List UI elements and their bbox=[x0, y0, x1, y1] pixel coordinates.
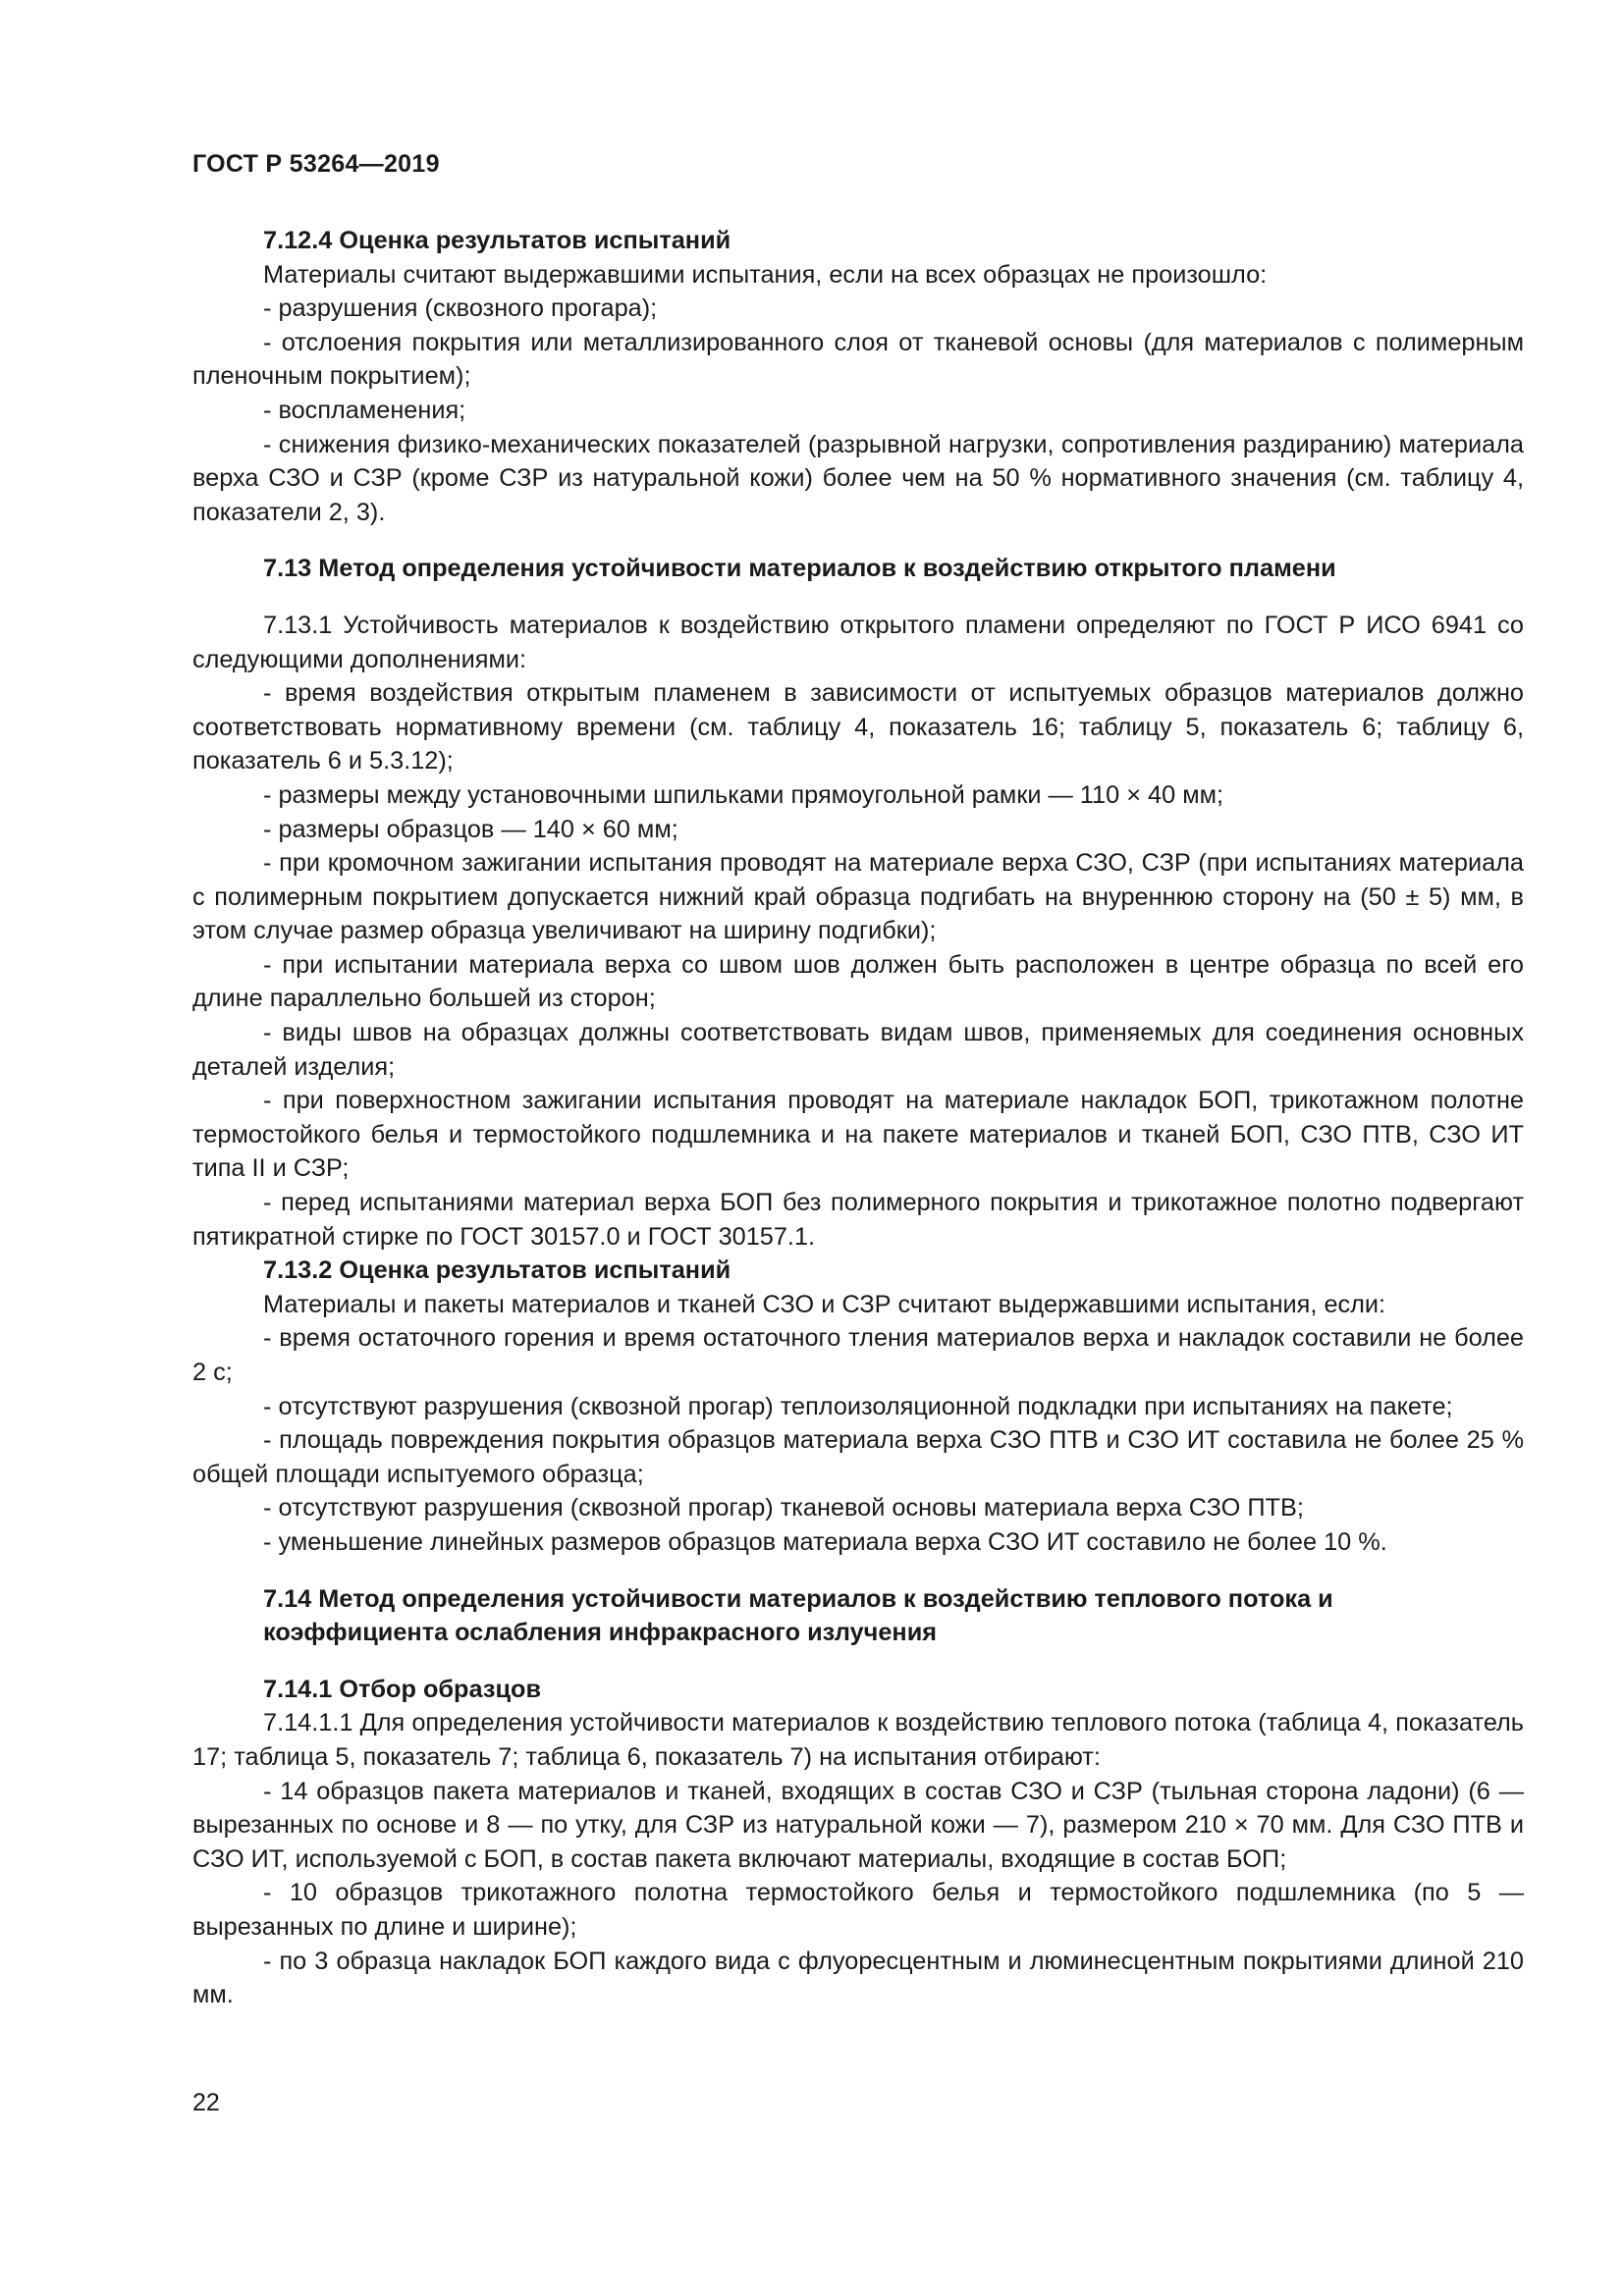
paragraph: - отсутствуют разрушения (сквозной прогар) тканевой основы материала верха СЗО ПТВ; bbox=[263, 1494, 1304, 1522]
paragraph: - время воздействия открытым пламенем в зависимости от испытуемых образцов материалов должно соответствовать нормативному времени (см. таблицу 4, показатель 16; таблицу 5, показатель 6; таблицу 6, показатель 6 и 5.3.12); bbox=[192, 679, 1524, 775]
paragraph: - при испытании материала верха со швом шов должен быть расположен в центре образца по всей его длине параллельно большей из сторон; bbox=[192, 950, 1524, 1013]
paragraph: 7.13.1 Устойчивость материалов к воздействию открытого пламени определяют по ГОСТ Р ИСО 6941 со следующими дополнениями: bbox=[192, 611, 1524, 673]
paragraph: - площадь повреждения покрытия образцов материала верха СЗО ПТВ и СЗО ИТ составила не более 25 % общей площади испытуемого образца; bbox=[192, 1426, 1524, 1488]
paragraph: - время остаточного горения и время остаточного тления материалов верха и накладок составили не более 2 с; bbox=[192, 1324, 1524, 1386]
paragraph: - 10 образцов трикотажного полотна термостойкого белья и термостойкого подшлемника (по 5 — вырезанных по длине и ширине); bbox=[192, 1879, 1524, 1941]
paragraph: - размеры образцов — 140 × 60 мм; bbox=[263, 815, 678, 843]
paragraph: - размеры между установочными шпильками прямоугольной рамки — 110 × 40 мм; bbox=[263, 780, 1224, 809]
paragraph: Материалы считают выдержавшими испытания, если на всех образцах не произошло: bbox=[263, 260, 1268, 289]
page-number: 22 bbox=[192, 2089, 220, 2116]
paragraph: - по 3 образца накладок БОП каждого вида с флуоресцентным и люминесцентным покрытиями длиной 210 мм. bbox=[192, 1947, 1524, 2009]
section-heading: 7.14.1 Отбор образцов bbox=[263, 1675, 542, 1703]
section-heading: 7.13 Метод определения устойчивости материалов к воздействию открытого пламени bbox=[263, 555, 1336, 583]
paragraph: - воспламенения; bbox=[263, 396, 466, 424]
paragraph: Материалы и пакеты материалов и тканей СЗО и СЗР считают выдержавшими испытания, если: bbox=[263, 1290, 1386, 1318]
paragraph: - снижения физико-механических показателей (разрывной нагрузки, сопротивления раздиранию) материала верха СЗО и СЗР (кроме СЗР из натуральной кожи) более чем на 50 % нормативного значения (см. таблицу 4, показатели 2, 3). bbox=[192, 430, 1524, 526]
section-heading: 7.14 Метод определения устойчивости материалов к воздействию теплового потока и коэффициента ослабления инфракрасного излучения bbox=[263, 1584, 1333, 1647]
paragraph: - уменьшение линейных размеров образцов материала верха СЗО ИТ составило не более 10 %. bbox=[263, 1527, 1387, 1556]
paragraph: - разрушения (сквозного прогара); bbox=[263, 294, 658, 323]
document-header: ГОСТ Р 53264—2019 bbox=[192, 150, 440, 178]
paragraph: - при кромочном зажигании испытания проводят на материале верха СЗО, СЗР (при испытаниях материала с полимерным покрытием допускается нижний край образца подгибать на внуреннюю сторону на (50 ± 5) мм, в этом случае размер образца увеличивают на ширину подгибки); bbox=[192, 849, 1524, 945]
paragraph: - виды швов на образцах должны соответствовать видам швов, применяемых для соединения основных деталей изделия; bbox=[192, 1019, 1524, 1081]
section-heading: 7.13.2 Оценка результатов испытаний bbox=[263, 1256, 731, 1285]
paragraph: - перед испытаниями материал верха БОП без полимерного покрытия и трикотажное полотно подвергают пятикратной стирке по ГОСТ 30157.0 и ГОСТ 30157.1. bbox=[192, 1189, 1524, 1251]
paragraph: - отслоения покрытия или металлизированного слоя от тканевой основы (для материалов с полимерным пленочным покрытием); bbox=[192, 328, 1524, 391]
paragraph: - 14 образцов пакета материалов и тканей, входящих в состав СЗО и СЗР (тыльная сторона ладони) (6 — вырезанных по основе и 8 — по утку, для СЗР из натуральной кожи — 7), размером 210 × 70 мм. Для СЗО ПТВ и СЗО ИТ, используемой с БОП, в состав пакета включают материалы, входящие в состав БОП; bbox=[192, 1777, 1524, 1873]
section-heading: 7.12.4 Оценка результатов испытаний bbox=[263, 227, 731, 254]
document-body bbox=[192, 224, 1524, 2012]
paragraph: - отсутствуют разрушения (сквозной прогар) теплоизоляционной подкладки при испытаниях на пакете; bbox=[263, 1392, 1453, 1420]
paragraph: 7.14.1.1 Для определения устойчивости материалов к воздействию теплового потока (таблица 4, показатель 17; таблица 5, показатель 7; таблица 6, показатель 7) на испытания отбирают: bbox=[192, 1709, 1524, 1771]
paragraph: - при поверхностном зажигании испытания проводят на материале накладок БОП, трикотажном полотне термостойкого белья и термостойкого подшлемника и на пакете материалов и тканей БОП, СЗО ПТВ, СЗО ИТ типа II и СЗР; bbox=[192, 1087, 1524, 1183]
